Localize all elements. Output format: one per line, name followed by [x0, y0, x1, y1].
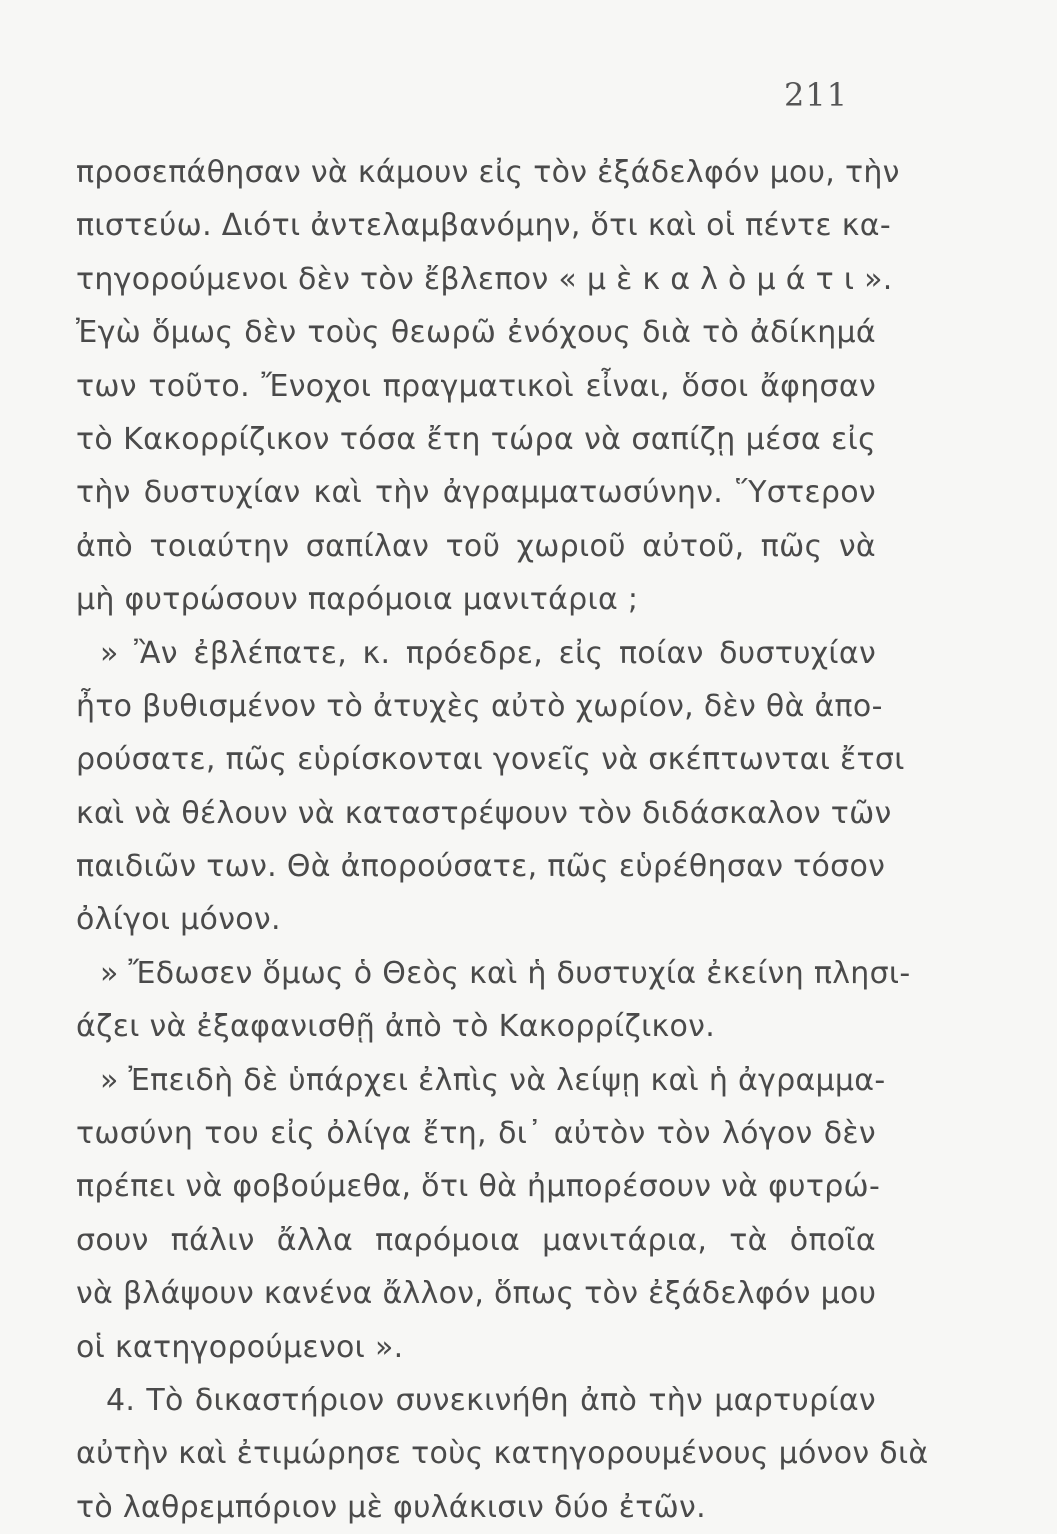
text-line: Ἐγὼ ὅμως δὲν τοὺς θεωρῶ ἐνόχους διὰ τὸ ἀδίκημά: [76, 315, 876, 351]
text-line: προσεπάθησαν νὰ κάμουν εἰς τὸν ἐξάδελφόν μου, τὴν: [76, 155, 900, 190]
text-line: » Ἂν ἐβλέπατε, κ. πρόεδρε, εἰς ποίαν δυστυχίαν: [100, 635, 876, 671]
text-line: τὸ Κακορρίζικον τόσα ἔτη τώρα νὰ σαπίζῃ μέσα εἰς: [76, 421, 876, 457]
text-line: ἀπὸ τοιαύτην σαπίλαν τοῦ χωριοῦ αὐτοῦ, πῶς νὰ: [76, 528, 876, 564]
text-line: των τοῦτο. Ἔνοχοι πραγματικοὶ εἶναι, ὅσοι ἄφησαν: [76, 368, 876, 404]
body-text: [76, 146, 929, 1534]
text-line: μὴ φυτρώσουν παρόμοια μανιτάρια ;: [76, 582, 639, 618]
text-line: αὐτὴν καὶ ἐτιμώρησε τοὺς κατηγορουμένους μόνον διὰ: [76, 1436, 929, 1472]
page-number: 211: [784, 76, 849, 114]
text-line: τηγορούμενοι δὲν τὸν ἔβλεπον « μ ὲ κ α λ ὸ μ ά τ ι ».: [76, 261, 893, 297]
text-line: τωσύνη του εἰς ὀλίγα ἔτη, δι᾿ αὐτὸν τὸν λόγον δὲν: [76, 1116, 876, 1152]
text-line: νὰ βλάψουν κανένα ἄλλον, ὅπως τὸν ἐξάδελφόν μου: [76, 1276, 877, 1312]
text-line: τὴν δυστυχίαν καὶ τὴν ἀγραμματωσύνην. Ὕστερον: [76, 475, 876, 511]
text-line: παιδιῶν των. Θὰ ἀπορούσατε, πῶς εὑρέθησαν τόσον: [76, 849, 886, 885]
text-line: 4. Τὸ δικαστήριον συνεκινήθη ἀπὸ τὴν μαρτυρίαν: [106, 1382, 876, 1418]
text-line: σουν πάλιν ἄλλα παρόμοια μανιτάρια, τὰ ὁποῖα: [76, 1222, 876, 1258]
text-line: πιστεύω. Διότι ἀντελαμβανόμην, ὅτι καὶ οἱ πέντε κα-: [76, 208, 891, 244]
text-line: ἦτο βυθισμένον τὸ ἀτυχὲς αὐτὸ χωρίον, δὲν θὰ ἀπο-: [76, 688, 883, 724]
text-line: » Ἐπειδὴ δὲ ὑπάρχει ἐλπὶς νὰ λείψῃ καὶ ἡ ἀγραμμα-: [100, 1062, 886, 1098]
text-line: » Ἔδωσεν ὅμως ὁ Θεὸς καὶ ἡ δυστυχία ἐκείνη πλησι-: [100, 955, 911, 991]
text-line: πρέπει νὰ φοβούμεθα, ὅτι θὰ ἠμπορέσουν νὰ φυτρώ-: [76, 1169, 881, 1205]
text-line: ρούσατε, πῶς εὑρίσκονται γονεῖς νὰ σκέπτωνται ἔτσι: [76, 742, 905, 778]
text-line: καὶ νὰ θέλουν νὰ καταστρέψουν τὸν διδάσκαλον τῶν: [76, 795, 892, 831]
text-line: τὸ λαθρεμπόριον μὲ φυλάκισιν δύο ἐτῶν.: [76, 1489, 706, 1525]
text-line: ὀλίγοι μόνον.: [76, 902, 281, 938]
text-line: οἱ κατηγορούμενοι ».: [76, 1329, 404, 1365]
text-line: άζει νὰ ἐξαφανισθῇ ἀπὸ τὸ Κακορρίζικον.: [76, 1009, 716, 1045]
